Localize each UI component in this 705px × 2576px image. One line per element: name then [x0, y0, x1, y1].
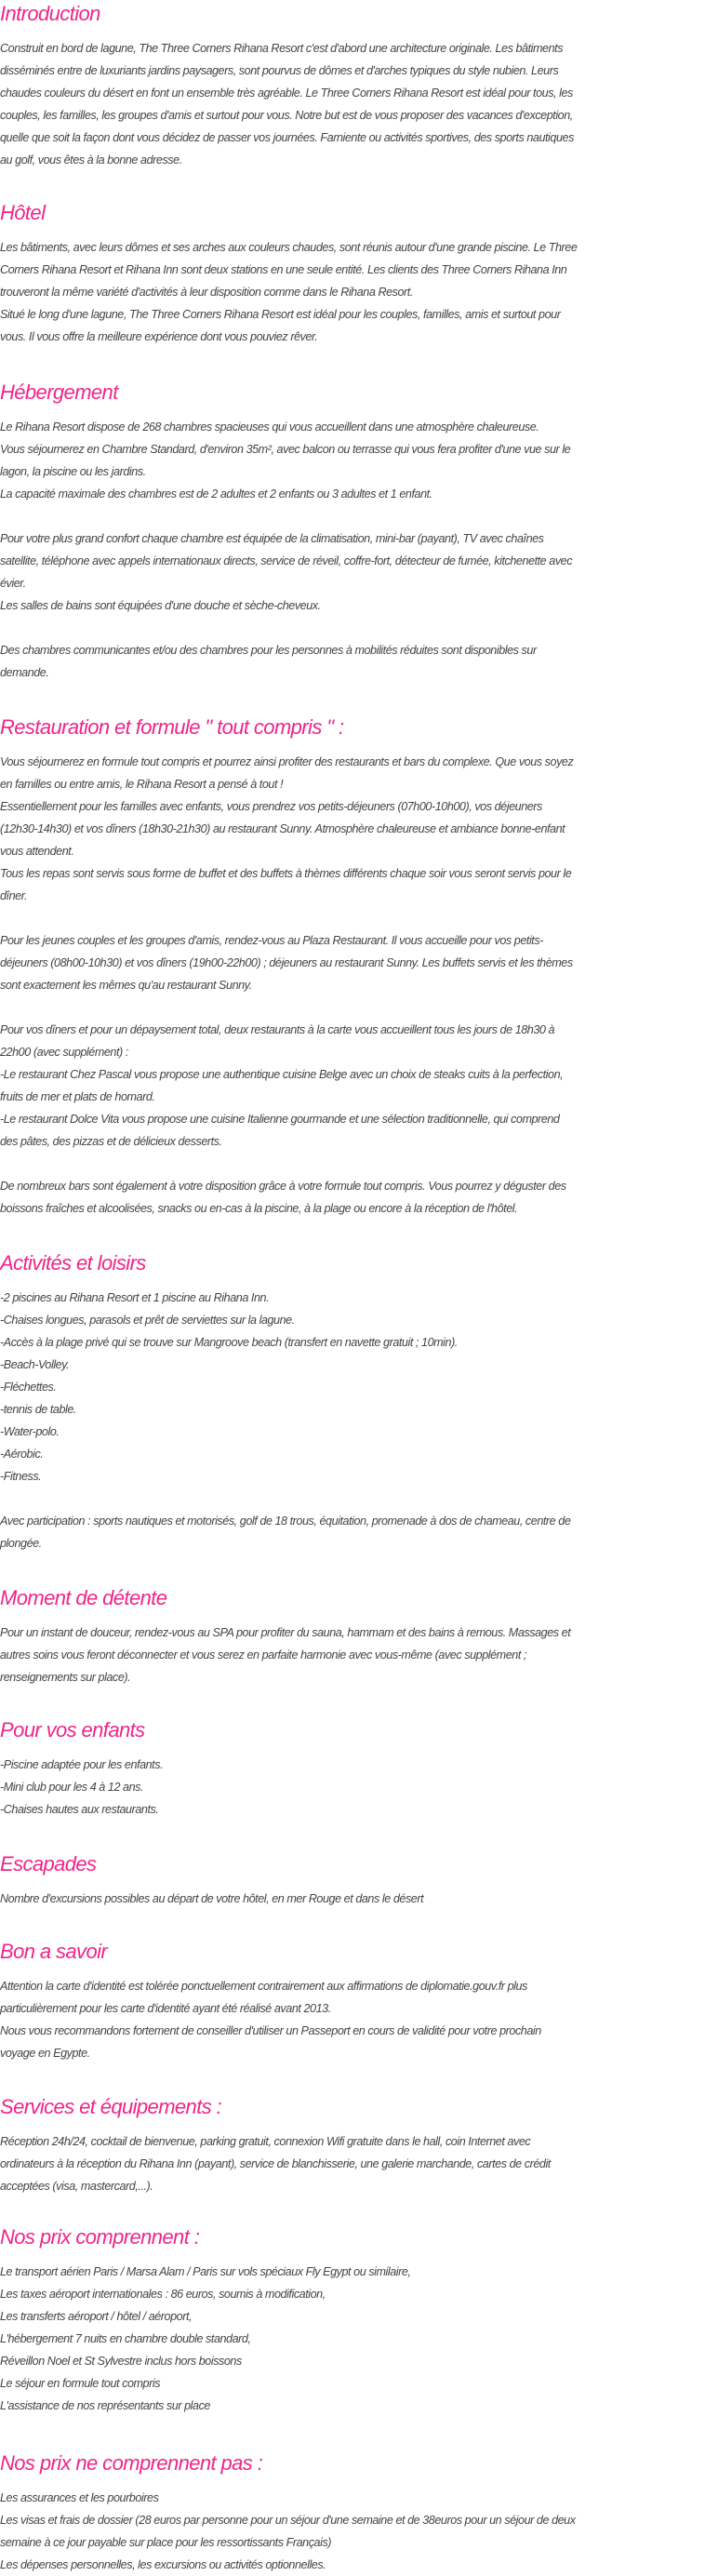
- text-line: quelle que soit la façon dont vous décidez de passer vos journées. Farniente ou activités sportives, des sports nautiques: [0, 131, 574, 144]
- text-line: demande.: [0, 666, 49, 679]
- text-line: Les bâtiments, avec leurs dômes et ses arches aux couleurs chaudes, sont réunis autour d'une grande piscine. Le Three: [0, 241, 578, 254]
- list-item: -Aérobic.: [0, 1448, 44, 1461]
- list-item: Les transferts aéroport / hôtel / aéroport,: [0, 2310, 193, 2323]
- text-line: Les salles de bains sont équipées d'une douche et sèche-cheveux.: [0, 599, 321, 612]
- text-line: vous. Il vous offre la meilleure expérience dont vous pouviez rêver.: [0, 330, 318, 343]
- text-line: Corners Rihana Resort et Rihana Inn sont deux stations en une seule entité. Les clients des Three Corners Rihana Inn: [0, 263, 567, 276]
- section-heading: Pour vos enfants: [0, 1718, 145, 1742]
- section-heading: Services et équipements :: [0, 2095, 222, 2118]
- text-line: 22h00 (avec supplément) :: [0, 1046, 128, 1059]
- text-line: boissons fraîches et alcoolisées, snacks ou en-cas à la piscine, à la plage ou encore à la réception de l'hôtel.: [0, 1202, 518, 1215]
- text-line: trouveront la même variété d'activités à leur disposition comme dans le Rihana Resort.: [0, 286, 413, 299]
- text-line: déjeuners (08h00-10h30) et vos dîners (19h00-22h00) ; déjeuners au restaurant Sunny. Les buffets servis et les thèmes: [0, 956, 573, 969]
- section-body: [0, 1975, 705, 2064]
- text-line: au golf, vous êtes à la bonne adresse.: [0, 153, 182, 167]
- text-line: satellite, téléphone avec appels internationaux directs, service de réveil, coffre-fort, détecteur de fumée, kitchenette avec: [0, 554, 573, 567]
- list-item: -Fléchettes.: [0, 1381, 57, 1394]
- text-line: Attention la carte d'identité est tolérée ponctuellement contrairement aux affirmations de diplomatie.gouv.fr plus: [0, 1980, 527, 1993]
- section-bon-a-savoir: [0, 1938, 705, 2064]
- text-line: dîner.: [0, 889, 28, 902]
- text-line: Situé le long d'une lagune, The Three Corners Rihana Resort est idéal pour les couples, familles, amis et surtout pour: [0, 308, 561, 321]
- text-line: vous attendent.: [0, 845, 74, 858]
- section-introduction: [0, 0, 705, 171]
- text-line: particulièrement pour les carte d'identité ayant été réalisé avant 2013.: [0, 2002, 331, 2015]
- list-item: -tennis de table.: [0, 1403, 76, 1416]
- text-line: sont exactement les mêmes qu'au restaurant Sunny.: [0, 979, 252, 992]
- section-hebergement: [0, 379, 705, 684]
- paragraph-gap: [0, 1153, 705, 1175]
- list-item: -Fitness.: [0, 1470, 42, 1483]
- list-item: -Accès à la plage privé qui se trouve sur Mangroove beach (transfert en navette gratuit ; 10min).: [0, 1336, 458, 1349]
- list-item: -2 piscines au Rihana Resort et 1 piscine au Rihana Inn.: [0, 1291, 270, 1304]
- list-item: Les taxes aéroport internationales : 86 euros, soumis à modification,: [0, 2288, 326, 2301]
- paragraph-gap: [0, 617, 705, 639]
- section-body: [0, 1287, 705, 1555]
- text-line: lagon, la piscine ou les jardins.: [0, 465, 146, 478]
- text-line: voyage en Egypte.: [0, 2047, 90, 2060]
- list-item: Les assurances et les pourboires: [0, 2491, 159, 2504]
- list-item: Le transport aérien Paris / Marsa Alam / Paris sur vols spéciaux Fly Egypt ou similaire,: [0, 2265, 411, 2278]
- section-heading: Nos prix comprennent :: [0, 2225, 200, 2249]
- section-body: [0, 1754, 705, 1821]
- list-item: -Mini club pour les 4 à 12 ans.: [0, 1781, 144, 1794]
- text-line: Nombre d'excursions possibles au départ de votre hôtel, en mer Rouge et dans le désert: [0, 1892, 424, 1905]
- section-activites: [0, 1249, 705, 1555]
- section-enfants: [0, 1716, 705, 1821]
- section-body: [0, 416, 705, 684]
- list-item: -Chaises longues, parasols et prêt de serviettes sur la lagune.: [0, 1314, 295, 1327]
- paragraph-gap: [0, 1488, 705, 1510]
- text-line: Construit en bord de lagune, The Three Corners Rihana Resort c'est d'abord une architecture originale. Les bâtiments: [0, 42, 564, 55]
- paragraph-gap: [0, 907, 705, 929]
- section-body: [0, 2487, 705, 2576]
- section-escapades: [0, 1850, 705, 1910]
- text-line: Essentiellement pour les familles avec enfants, vous prendrez vos petits-déjeuners (07h00-10h00), vos déjeuners: [0, 800, 542, 813]
- list-item: L'hébergement 7 nuits en chambre double standard,: [0, 2332, 251, 2345]
- list-item: -Piscine adaptée pour les enfants.: [0, 1758, 164, 1771]
- list-item: -Chaises hautes aux restaurants.: [0, 1803, 159, 1816]
- section-services: [0, 2093, 705, 2197]
- text-line: La capacité maximale des chambres est de 2 adultes et 2 enfants ou 3 adultes et 1 enfant.: [0, 487, 432, 501]
- section-detente: [0, 1584, 705, 1688]
- text-line: disséminés entre de luxuriants jardins paysagers, sont pourvus de dômes et d'arches typiques du style nubien. Leurs: [0, 64, 559, 77]
- text-line: Le Rihana Resort dispose de 268 chambres spacieuses qui vous accueillent dans une atmosphère chaleureuse.: [0, 420, 539, 434]
- section-body: [0, 751, 705, 1220]
- text-line: plongée.: [0, 1537, 42, 1550]
- text-line: des pâtes, des pizzas et de délicieux desserts.: [0, 1135, 222, 1148]
- text-line: chaudes couleurs du désert en font un ensemble très agréable. Le Three Corners Rihana Resort est idéal pour tous, les: [0, 87, 573, 100]
- text-line: Réception 24h/24, cocktail de bienvenue, parking gratuit, connexion Wifi gratuite dans le hall, coin Internet avec: [0, 2135, 531, 2148]
- text-line: Pour les jeunes couples et les groupes d'amis, rendez-vous au Plaza Restaurant. Il vous accueille pour vos petits-: [0, 934, 543, 947]
- section-body: [0, 2130, 705, 2197]
- text-line: renseignements sur place).: [0, 1671, 131, 1684]
- text-line: acceptées (visa, mastercard,...).: [0, 2180, 153, 2193]
- text-line: couples, les familles, les groupes d'amis et surtout pour vous. Notre but est de vous proposer des vacances d'exception,: [0, 109, 573, 122]
- text-line: Tous les repas sont servis sous forme de buffet et des buffets à thèmes différents chaque soir vous seront servis pour le: [0, 867, 572, 880]
- section-heading: Restauration et formule " tout compris " :: [0, 715, 344, 739]
- list-item: Le séjour en formule tout compris: [0, 2377, 161, 2390]
- text-line: Nous vous recommandons fortement de conseiller d'utiliser un Passeport en cours de validité pour votre prochain: [0, 2024, 541, 2037]
- text-line: Des chambres communicantes et/ou des chambres pour les personnes à mobilités réduites sont disponibles sur: [0, 644, 537, 657]
- section-restauration: [0, 714, 705, 1220]
- text-line: Pour un instant de douceur, rendez-vous au SPA pour profiter du sauna, hammam et des bains à remous. Massages et: [0, 1626, 571, 1639]
- section-hotel: [0, 199, 705, 348]
- section-body: [0, 1622, 705, 1688]
- list-item: Les visas et frais de dossier (28 euros par personne pour un séjour d'une semaine et de 38euros pour un séjour de deux: [0, 2514, 576, 2527]
- text-line: Vous séjournerez en formule tout compris et pourrez ainsi profiter des restaurants et bars du complexe. Que vous soyez: [0, 755, 574, 768]
- section-body: [0, 1888, 705, 1910]
- list-item: -Water-polo.: [0, 1425, 60, 1438]
- section-body: [0, 2261, 705, 2417]
- text-line: Pour vos dîners et pour un dépaysement total, deux restaurants à la carte vous accueillent tous les jours de 18h30 à: [0, 1023, 555, 1036]
- section-prix-comprennent: [0, 2223, 705, 2417]
- paragraph-gap: [0, 505, 705, 527]
- list-item: Les dépenses personnelles, les excursions ou activités optionnelles.: [0, 2558, 326, 2571]
- section-heading: Hébergement: [0, 380, 118, 404]
- text-line: en familles ou entre amis, le Rihana Resort a pensé à tout !: [0, 778, 284, 791]
- section-body: [0, 236, 705, 348]
- list-item: L'assistance de nos représentants sur place: [0, 2399, 210, 2412]
- text-line: fruits de mer et plats de homard.: [0, 1090, 155, 1103]
- section-heading: Moment de détente: [0, 1586, 167, 1609]
- text-line: Avec participation : sports nautiques et motorisés, golf de 18 trous, équitation, promenade à dos de chameau, centre de: [0, 1515, 571, 1528]
- text-line: Pour votre plus grand confort chaque chambre est équipée de la climatisation, mini-bar (payant), TV avec chaînes: [0, 532, 544, 545]
- list-item: -Beach-Volley.: [0, 1358, 70, 1371]
- paragraph-gap: [0, 996, 705, 1019]
- text-line: De nombreux bars sont également à votre disposition grâce à votre formule tout compris. Vous pourrez y déguster des: [0, 1180, 566, 1193]
- section-heading: Bon a savoir: [0, 1940, 108, 1963]
- text-line: autres soins vous feront déconnecter et vous serez en parfaite harmonie avec vous-même (avec supplément ;: [0, 1648, 526, 1662]
- list-item: Réveillon Noel et St Sylvestre inclus hors boissons: [0, 2355, 242, 2368]
- text-line: ordinateurs à la réception du Rihana Inn (payant), service de blanchisserie, une galerie marchande, cartes de crédit: [0, 2157, 551, 2170]
- text-line: (12h30-14h30) et vos dîners (18h30-21h30) au restaurant Sunny. Atmosphère chaleureuse et ambiance bonne-enfant: [0, 822, 565, 835]
- section-prix-ne-comprennent-pas: [0, 2449, 705, 2576]
- section-heading: Hôtel: [0, 201, 46, 224]
- section-heading: Activités et loisirs: [0, 1251, 146, 1275]
- section-heading: Escapades: [0, 1852, 97, 1875]
- section-body: [0, 37, 705, 171]
- text-line: -Le restaurant Chez Pascal vous propose une authentique cuisine Belge avec un choix de steaks cuits à la perfection,: [0, 1068, 564, 1081]
- text-line: Vous séjournerez en Chambre Standard, d'environ 35m², avec balcon ou terrasse qui vous fera profiter d'une vue sur le: [0, 443, 571, 456]
- text-line: évier.: [0, 577, 26, 590]
- section-heading: Introduction: [0, 2, 100, 25]
- list-item: semaine à ce jour payable sur place pour les ressortissants Français): [0, 2536, 332, 2549]
- section-heading: Nos prix ne comprennent pas :: [0, 2451, 263, 2475]
- text-line: -Le restaurant Dolce Vita vous propose une cuisine Italienne gourmande et une sélection traditionnelle, qui comprend: [0, 1113, 560, 1126]
